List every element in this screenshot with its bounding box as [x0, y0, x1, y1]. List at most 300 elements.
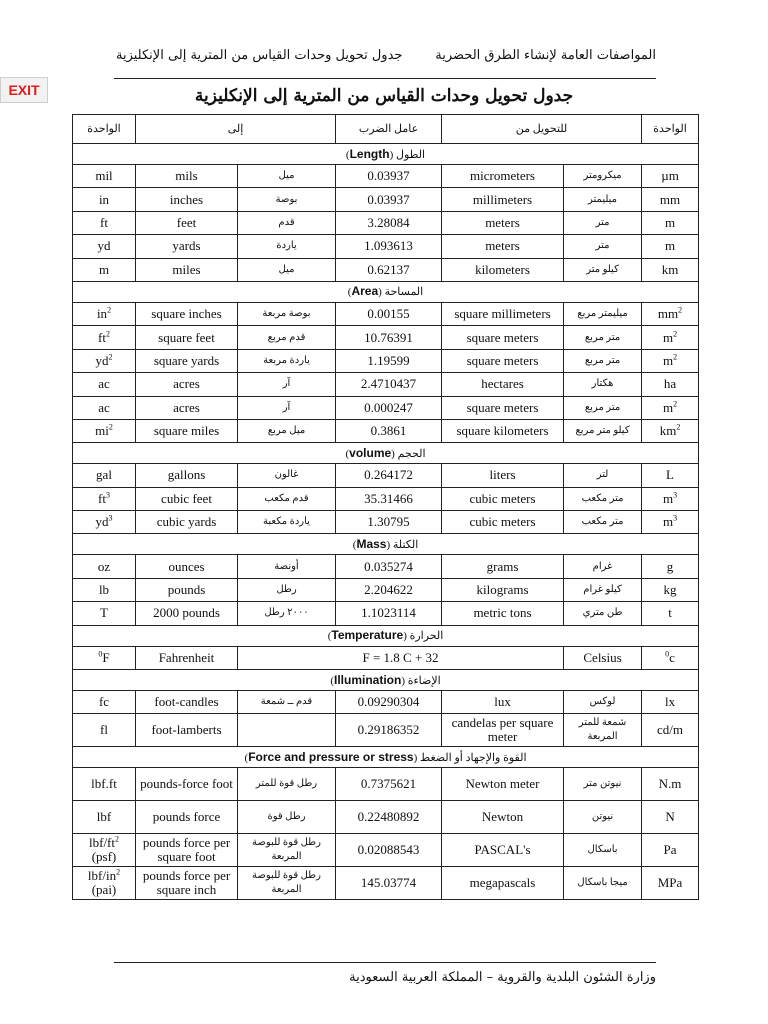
unit-symbol: m [662, 352, 674, 368]
from-unit-en: kilometers [442, 258, 564, 281]
unit-prefix: 0 [665, 649, 670, 659]
header-factor: عامل الضرب [336, 115, 442, 144]
multiplication-factor: 1.093613 [336, 235, 442, 258]
section-heading-ar: الحجم [397, 447, 426, 460]
unit-symbol: ft [100, 214, 108, 230]
from-unit-ar: كيلو متر مربع [564, 419, 642, 442]
unit-metric [642, 326, 699, 349]
unit-imperial [73, 419, 136, 442]
from-unit-ar: ميليمتر [564, 188, 642, 211]
unit-symbol: ac [98, 399, 110, 415]
unit-imperial [73, 211, 136, 234]
unit-imperial [73, 188, 136, 211]
unit-metric [642, 834, 699, 867]
from-unit-en: lux [442, 691, 564, 714]
unit-symbol: km [659, 423, 677, 439]
unit-metric [642, 258, 699, 281]
multiplication-factor: 10.76391 [336, 326, 442, 349]
multiplication-factor: 0.62137 [336, 258, 442, 281]
to-unit-en: pounds force per square inch [136, 867, 238, 900]
from-unit-ar: ميجا باسكال [564, 867, 642, 900]
unit-symbol: m [98, 261, 110, 277]
unit-metric [642, 464, 699, 487]
unit-symbol: F [102, 649, 110, 665]
unit-metric [642, 211, 699, 234]
unit-imperial [73, 349, 136, 372]
unit-abbreviation: (psf) [91, 849, 117, 865]
multiplication-factor: 3.28084 [336, 211, 442, 234]
unit-imperial [73, 302, 136, 325]
to-unit-ar: ميل [238, 165, 336, 188]
to-unit-en: gallons [136, 464, 238, 487]
unit-symbol: gal [96, 467, 112, 483]
to-unit-en: foot-candles [136, 691, 238, 714]
unit-imperial [73, 555, 136, 578]
unit-symbol: mm [659, 191, 681, 207]
page-footer: وزارة الشئون البلدية والقروية – المملكة العربية السعودية [349, 970, 656, 985]
multiplication-factor: 0.02088543 [336, 834, 442, 867]
unit-symbol: L [666, 467, 674, 483]
unit-symbol: in [96, 306, 108, 322]
unit-imperial [73, 801, 136, 834]
to-unit-ar: رطل [238, 578, 336, 601]
unit-symbol: m [662, 514, 674, 530]
multiplication-factor: 1.30795 [336, 511, 442, 534]
from-unit-ar: متر مربع [564, 396, 642, 419]
multiplication-factor: 0.03937 [336, 188, 442, 211]
unit-metric [642, 768, 699, 801]
to-unit-ar: رطل قوة [238, 801, 336, 834]
unit-symbol: lb [98, 582, 110, 598]
section-heading-ar: الإضاءة [407, 674, 441, 687]
unit-exponent: 2 [108, 352, 113, 362]
unit-metric [642, 867, 699, 900]
from-unit-en: Celsius [564, 646, 642, 669]
unit-symbol: lbf/in [87, 868, 117, 884]
table-row [73, 419, 699, 442]
unit-metric [642, 801, 699, 834]
unit-imperial [73, 646, 136, 669]
to-unit-ar: آر [238, 373, 336, 396]
unit-exponent: 3 [108, 513, 113, 523]
to-unit-ar: رطل قوة للمتر [238, 768, 336, 801]
to-unit-ar: ياردة مربعة [238, 349, 336, 372]
unit-symbol: ac [98, 376, 110, 392]
multiplication-factor: 145.03774 [336, 867, 442, 900]
unit-metric [642, 555, 699, 578]
to-unit-ar: رطل قوة للبوصة المربعة [238, 834, 336, 867]
from-unit-en: hectares [442, 373, 564, 396]
section-heading-en: Length [349, 146, 390, 161]
to-unit-ar: بوصة [238, 188, 336, 211]
unit-metric [642, 373, 699, 396]
unit-metric [642, 691, 699, 714]
unit-imperial [73, 258, 136, 281]
to-unit-en: feet [136, 211, 238, 234]
unit-prefix: 0 [98, 649, 103, 659]
unit-symbol: lx [664, 694, 676, 710]
to-unit-en: square yards [136, 349, 238, 372]
unit-metric [642, 602, 699, 625]
unit-metric [642, 646, 699, 669]
unit-exponent: 2 [108, 422, 113, 432]
to-unit-ar: آر [238, 396, 336, 419]
from-unit-ar: هكتار [564, 373, 642, 396]
from-unit-en: cubic meters [442, 511, 564, 534]
unit-symbol: m [664, 238, 676, 254]
unit-symbol: ft [98, 490, 106, 506]
unit-imperial [73, 464, 136, 487]
unit-symbol: mil [95, 168, 113, 184]
from-unit-ar: لوكس [564, 691, 642, 714]
unit-imperial [73, 487, 136, 510]
header-to: إلى [136, 115, 336, 144]
section-row-force [73, 747, 699, 768]
multiplication-factor: 0.03937 [336, 165, 442, 188]
unit-exponent: 3 [105, 490, 110, 500]
from-unit-ar: متر مكعب [564, 511, 642, 534]
to-unit-ar [238, 714, 336, 747]
unit-imperial [73, 714, 136, 747]
section-heading-ar: القوة والإجهاد أو الضغط [420, 751, 527, 764]
to-unit-en: inches [136, 188, 238, 211]
to-unit-ar: أونصة [238, 555, 336, 578]
unit-symbol: ha [663, 376, 677, 392]
footer-divider [114, 962, 656, 963]
unit-symbol: fc [98, 694, 110, 710]
table-row [73, 801, 699, 834]
from-unit-en: kilograms [442, 578, 564, 601]
unit-symbol: yd [95, 514, 109, 530]
unit-exponent: 2 [673, 352, 678, 362]
from-unit-ar: شمعة للمتر المربعة [564, 714, 642, 747]
section-heading-volume: الحجم (volume) [73, 443, 699, 464]
table-row [73, 188, 699, 211]
unit-exponent: 2 [673, 329, 678, 339]
section-heading-en: volume [349, 445, 392, 460]
to-unit-ar: رطل قوة للبوصة المربعة [238, 867, 336, 900]
table-row [73, 165, 699, 188]
from-unit-ar: متر مربع [564, 349, 642, 372]
to-unit-ar: قدم ــ شمعة [238, 691, 336, 714]
table-row [73, 302, 699, 325]
from-unit-ar: كيلو متر [564, 258, 642, 281]
unit-symbol: m [662, 490, 674, 506]
to-unit-en: ounces [136, 555, 238, 578]
table-header-row [73, 115, 699, 144]
unit-symbol: lbf.ft [91, 776, 117, 792]
table-row [73, 235, 699, 258]
unit-metric [642, 188, 699, 211]
from-unit-en: PASCAL's [442, 834, 564, 867]
unit-imperial [73, 235, 136, 258]
section-heading-temperature: الحرارة (Temperature) [73, 625, 699, 646]
unit-symbol: m [664, 214, 676, 230]
to-unit-en: pounds-force foot [136, 768, 238, 801]
header-divider [114, 78, 656, 79]
from-unit-ar: نيوتن [564, 801, 642, 834]
unit-exponent: 2 [673, 399, 678, 409]
unit-symbol: in [98, 191, 110, 207]
from-unit-ar: باسكال [564, 834, 642, 867]
unit-metric [642, 714, 699, 747]
unit-symbol: c [669, 649, 675, 665]
unit-exponent: 2 [116, 868, 121, 878]
unit-symbol: mm [657, 306, 679, 322]
unit-imperial [73, 326, 136, 349]
conversion-formula: F = 1.8 C + 32 [238, 646, 564, 669]
section-heading-illumination: الإضاءة (Illumination) [73, 670, 699, 691]
multiplication-factor: 0.22480892 [336, 801, 442, 834]
unit-symbol: lbf [96, 809, 112, 825]
from-unit-en: metric tons [442, 602, 564, 625]
from-unit-en: square millimeters [442, 302, 564, 325]
to-unit-en: square miles [136, 419, 238, 442]
unit-imperial [73, 165, 136, 188]
section-heading-ar: الطول [396, 148, 426, 161]
unit-metric [642, 419, 699, 442]
to-unit-en: pounds force [136, 801, 238, 834]
conversion-table [72, 114, 699, 900]
unit-abbreviation: (pai) [91, 882, 117, 898]
from-unit-en: grams [442, 555, 564, 578]
from-unit-en: square kilometers [442, 419, 564, 442]
unit-symbol: m [662, 399, 674, 415]
multiplication-factor: 2.204622 [336, 578, 442, 601]
from-unit-en: square meters [442, 326, 564, 349]
multiplication-factor: 0.000247 [336, 396, 442, 419]
to-unit-ar: ياردة مكعبة [238, 511, 336, 534]
table-row [73, 714, 699, 747]
unit-exponent: 2 [676, 422, 681, 432]
to-unit-en: 2000 pounds [136, 602, 238, 625]
unit-symbol: mi [95, 423, 109, 439]
table-row [73, 487, 699, 510]
unit-symbol: yd [95, 352, 109, 368]
unit-exponent: 2 [115, 835, 119, 845]
multiplication-factor: 2.4710437 [336, 373, 442, 396]
from-unit-en: candelas per square meter [442, 714, 564, 747]
section-heading-force: القوة والإجهاد أو الضغط (Force and pressure or stress) [73, 747, 699, 768]
to-unit-ar: ميل [238, 258, 336, 281]
unit-symbol: oz [97, 558, 111, 574]
unit-symbol: km [661, 261, 679, 277]
from-unit-en: square meters [442, 349, 564, 372]
unit-imperial [73, 691, 136, 714]
table-row [73, 349, 699, 372]
from-unit-en: meters [442, 235, 564, 258]
unit-metric [642, 487, 699, 510]
unit-symbol: fl [100, 722, 108, 738]
unit-symbol: ft [98, 329, 106, 345]
to-unit-ar: غالون [238, 464, 336, 487]
table-row [73, 511, 699, 534]
to-unit-ar: قدم مكعب [238, 487, 336, 510]
to-unit-en: square inches [136, 302, 238, 325]
from-unit-ar: نيوتن متر [564, 768, 642, 801]
to-unit-en: cubic yards [136, 511, 238, 534]
to-unit-ar: ميل مربع [238, 419, 336, 442]
to-unit-en: pounds [136, 578, 238, 601]
section-heading-en: Area [351, 284, 379, 299]
unit-imperial [73, 578, 136, 601]
unit-imperial [73, 511, 136, 534]
header-unit-from: الواحدة [642, 115, 699, 144]
section-row-length [73, 144, 699, 165]
section-row-volume [73, 443, 699, 464]
unit-symbol: m [662, 329, 674, 345]
table-row [73, 867, 699, 900]
unit-exponent: 3 [673, 513, 678, 523]
table-body [73, 144, 699, 900]
section-heading-length: الطول (Length) [73, 144, 699, 165]
unit-symbol: N.m [658, 776, 682, 792]
from-unit-ar: ميكرومتر [564, 165, 642, 188]
header-unit-to: الواحدة [73, 115, 136, 144]
unit-metric [642, 349, 699, 372]
unit-symbol: µm [661, 168, 679, 184]
to-unit-ar: ٢٠٠٠ رطل [238, 602, 336, 625]
unit-imperial [73, 373, 136, 396]
from-unit-en: megapascals [442, 867, 564, 900]
header-from: للتحويل من [442, 115, 642, 144]
table-row [73, 464, 699, 487]
from-unit-en: cubic meters [442, 487, 564, 510]
to-unit-en: pounds force per square foot [136, 834, 238, 867]
from-unit-en: square meters [442, 396, 564, 419]
multiplication-factor: 0.29186352 [336, 714, 442, 747]
unit-imperial [73, 768, 136, 801]
unit-symbol: t [668, 605, 672, 621]
from-unit-en: meters [442, 211, 564, 234]
to-unit-en: mils [136, 165, 238, 188]
section-heading-ar: المساحة [384, 286, 424, 299]
from-unit-ar: لتر [564, 464, 642, 487]
from-unit-ar: متر [564, 235, 642, 258]
table-row [73, 646, 699, 669]
table-row [73, 578, 699, 601]
section-row-illumination [73, 670, 699, 691]
unit-symbol: Pa [663, 842, 677, 858]
from-unit-en: liters [442, 464, 564, 487]
section-heading-en: Force and pressure or stress [248, 749, 414, 764]
to-unit-en: Fahrenheit [136, 646, 238, 669]
section-heading-ar: الكتلة [392, 538, 419, 551]
unit-imperial [73, 396, 136, 419]
multiplication-factor: 35.31466 [336, 487, 442, 510]
table-row [73, 834, 699, 867]
section-row-area [73, 281, 699, 302]
from-unit-en: Newton meter [442, 768, 564, 801]
from-unit-ar: كيلو غرام [564, 578, 642, 601]
section-heading-mass: الكتلة (Mass) [73, 534, 699, 555]
from-unit-en: micrometers [442, 165, 564, 188]
unit-imperial [73, 602, 136, 625]
unit-exponent: 2 [105, 329, 110, 339]
to-unit-en: yards [136, 235, 238, 258]
to-unit-en: miles [136, 258, 238, 281]
to-unit-ar: بوصة مربعة [238, 302, 336, 325]
unit-symbol: T [100, 605, 108, 621]
section-heading-en: Illumination [333, 672, 402, 687]
table-row [73, 373, 699, 396]
multiplication-factor: 0.00155 [336, 302, 442, 325]
running-header-left: جدول تحويل وحدات القياس من المترية إلى الإنكليزية [116, 48, 403, 63]
section-heading-ar: الحرارة [409, 630, 444, 643]
table-row [73, 768, 699, 801]
unit-metric [642, 578, 699, 601]
exit-button[interactable]: EXIT [0, 77, 48, 103]
from-unit-ar: متر مربع [564, 326, 642, 349]
section-heading-en: Temperature [331, 628, 404, 643]
to-unit-ar: قدم مربع [238, 326, 336, 349]
unit-metric [642, 235, 699, 258]
to-unit-en: square feet [136, 326, 238, 349]
section-heading-en: Mass [356, 536, 387, 551]
table-row [73, 602, 699, 625]
from-unit-en: millimeters [442, 188, 564, 211]
multiplication-factor: 0.264172 [336, 464, 442, 487]
table-row [73, 555, 699, 578]
unit-exponent: 2 [678, 305, 683, 315]
multiplication-factor: 0.09290304 [336, 691, 442, 714]
unit-symbol: N [665, 809, 675, 825]
multiplication-factor: 1.19599 [336, 349, 442, 372]
section-row-mass [73, 534, 699, 555]
from-unit-en: Newton [442, 801, 564, 834]
running-header-right: المواصفات العامة لإنشاء الطرق الحضرية [435, 48, 656, 63]
table-row [73, 396, 699, 419]
from-unit-ar: ميليمتر مربع [564, 302, 642, 325]
multiplication-factor: 0.7375621 [336, 768, 442, 801]
unit-imperial [73, 867, 136, 900]
unit-symbol: kg [663, 582, 677, 598]
from-unit-ar: متر [564, 211, 642, 234]
from-unit-ar: طن متري [564, 602, 642, 625]
section-row-temperature [73, 625, 699, 646]
unit-symbol: lbf/ft [89, 835, 115, 851]
unit-symbol: MPa [657, 875, 683, 891]
unit-symbol: g [666, 558, 674, 574]
to-unit-ar: قدم [238, 211, 336, 234]
from-unit-ar: متر مكعب [564, 487, 642, 510]
table-row [73, 211, 699, 234]
table-row [73, 691, 699, 714]
to-unit-en: acres [136, 373, 238, 396]
table-row [73, 326, 699, 349]
to-unit-en: foot-lamberts [136, 714, 238, 747]
multiplication-factor: 0.3861 [336, 419, 442, 442]
unit-exponent: 2 [107, 305, 112, 315]
unit-metric [642, 396, 699, 419]
multiplication-factor: 1.1023114 [336, 602, 442, 625]
unit-metric [642, 165, 699, 188]
page-title: جدول تحويل وحدات القياس من المترية إلى الإنكليزية [194, 86, 574, 106]
unit-imperial [73, 834, 136, 867]
to-unit-en: acres [136, 396, 238, 419]
unit-exponent: 3 [673, 490, 678, 500]
table-row [73, 258, 699, 281]
unit-symbol: yd [97, 238, 111, 254]
multiplication-factor: 0.035274 [336, 555, 442, 578]
unit-symbol: cd/m [657, 722, 684, 738]
to-unit-ar: ياردة [238, 235, 336, 258]
from-unit-ar: غرام [564, 555, 642, 578]
section-heading-area: المساحة (Area) [73, 281, 699, 302]
unit-metric [642, 302, 699, 325]
unit-metric [642, 511, 699, 534]
to-unit-en: cubic feet [136, 487, 238, 510]
